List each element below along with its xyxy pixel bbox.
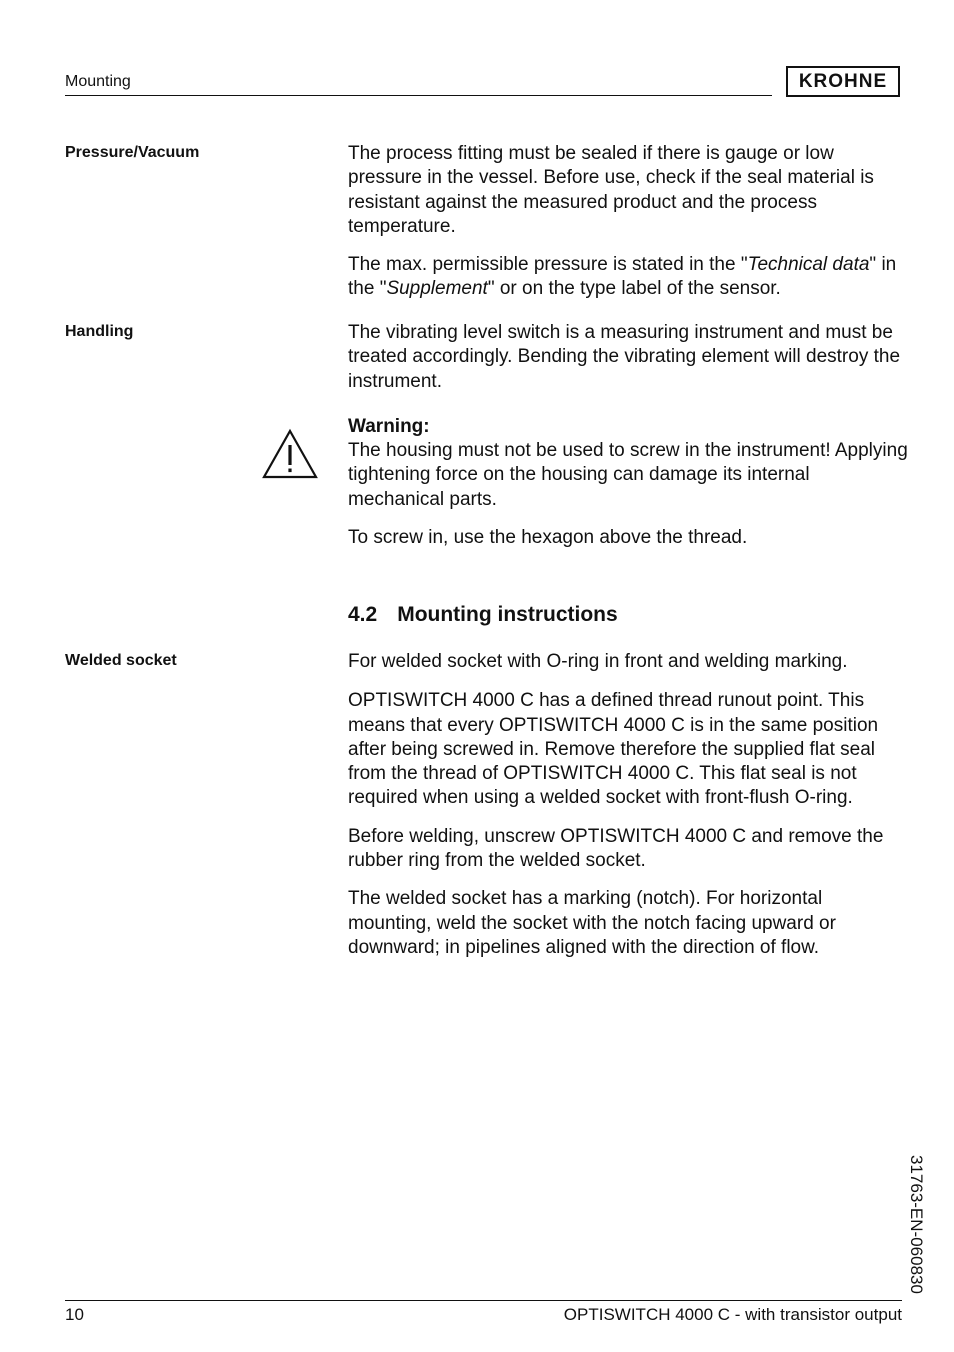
handling-label: Handling bbox=[65, 323, 134, 340]
welded-para-2: OPTISWITCH 4000 C has a defined thread runout point. This means that every OPTISWITCH 4000 C is in the same position after being screwed in. Remove therefore the supplied flat seal from the thread of OPTISWITCH 4000 C. This flat seal is not required when using a welded socket with front-flush O-ring. bbox=[348, 690, 879, 809]
header-rule bbox=[65, 95, 772, 96]
welded-para-1: For welded socket with O-ring in front and welding marking. bbox=[348, 651, 848, 672]
welded-socket-section bbox=[348, 650, 908, 960]
pressure-para-2: The max. permissible pressure is stated in the "Technical data" in the "Supplement" or on the type label of the sensor. bbox=[348, 254, 897, 300]
header-section-title: Mounting bbox=[65, 73, 131, 90]
warning-triangle-icon bbox=[262, 428, 318, 480]
section-number: 4.2 bbox=[348, 603, 378, 626]
footer-document-title: OPTISWITCH 4000 C - with transistor output bbox=[563, 1305, 902, 1324]
handling-section bbox=[348, 321, 908, 550]
welded-socket-label: Welded socket bbox=[65, 652, 177, 669]
welded-para-4: The welded socket has a marking (notch). For horizontal mounting, weld the socket with the notch facing upward or downward; in pipelines aligned with the direction of flow. bbox=[348, 888, 836, 958]
section-title: Mounting instructions bbox=[397, 603, 618, 626]
krohne-logo: KROHNE bbox=[786, 66, 900, 97]
pressure-vacuum-section bbox=[348, 142, 908, 302]
warning-text: The housing must not be used to screw in the instrument! Applying tightening force on the housing can damage its internal mechanical parts. bbox=[348, 440, 908, 510]
page-number: 10 bbox=[65, 1305, 84, 1324]
footer-rule bbox=[65, 1300, 902, 1301]
pressure-vacuum-label: Pressure/Vacuum bbox=[65, 144, 200, 161]
welded-para-3: Before welding, unscrew OPTISWITCH 4000 C and remove the rubber ring from the welded socket. bbox=[348, 825, 884, 872]
handling-para-3: To screw in, use the hexagon above the thread. bbox=[348, 527, 748, 549]
document-code: 31763-EN-060830 bbox=[907, 1155, 926, 1294]
warning-title: Warning: bbox=[348, 415, 430, 437]
section-heading bbox=[348, 603, 618, 627]
handling-para-1: The vibrating level switch is a measuring instrument and must be treated accordingly. Bending the vibrating element will destroy the instrument. bbox=[348, 322, 901, 392]
pressure-para-1: The process fitting must be sealed if there is gauge or low pressure in the vessel. Before use, check if the seal material is resistant against the measured product and the process temperature. bbox=[348, 143, 874, 237]
